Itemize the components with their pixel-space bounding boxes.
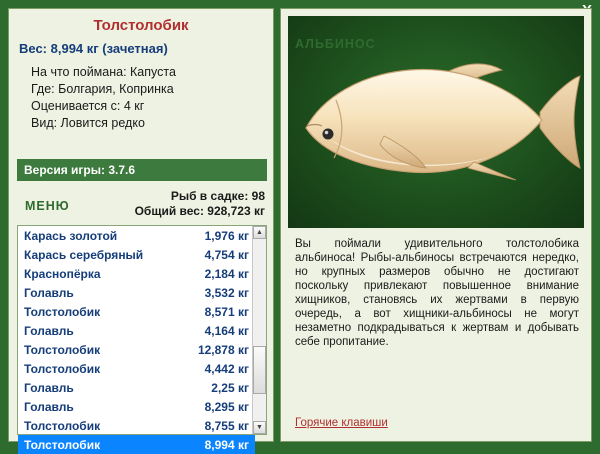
catch-weight: 12,878 кг xyxy=(197,342,249,357)
table-row[interactable] xyxy=(18,283,255,302)
scroll-up-button[interactable]: ▲ xyxy=(253,226,266,239)
catch-weight: 4,164 кг xyxy=(204,323,249,338)
table-row[interactable] xyxy=(18,435,255,454)
table-row[interactable] xyxy=(18,397,255,416)
scroll-thumb[interactable] xyxy=(253,346,266,394)
catch-weight: 2,184 кг xyxy=(204,266,249,281)
catch-name: Краснопёрка xyxy=(24,266,101,281)
catch-weight: 8,571 кг xyxy=(204,304,249,319)
fish-weight: Вес: 8,994 кг (зачетная) xyxy=(19,41,168,56)
table-row[interactable] xyxy=(18,321,255,340)
hotkeys-link[interactable]: Горячие клавиши xyxy=(295,417,388,429)
catch-name: Толстолобик xyxy=(18,435,163,454)
menu-row xyxy=(9,191,273,225)
catch-name: Голавль xyxy=(24,285,74,300)
albino-description: Вы поймали удивительного толстолобика альбиноса! Рыбы-альбиносы встречаются нередко, но крупных размеров обычно не достигают поскольку привлекают повышенное внимание хищников, становясь их жертвами в первую очередь, а вот хищники-альбиносы не могут незаметно подкрадываться к жертвам и добывать себе пропитание. xyxy=(295,238,579,348)
menu-button[interactable]: МЕНЮ xyxy=(25,199,70,213)
catch-weight: 4,754 кг xyxy=(204,247,249,262)
catch-weight: 8,295 кг xyxy=(204,399,249,414)
catch-detail-bait: На что поймана: Капуста xyxy=(31,65,176,79)
catch-weight: 8,994 кг xyxy=(163,435,255,454)
catch-details xyxy=(31,64,273,132)
catch-list[interactable] xyxy=(17,225,267,452)
game-version-bar: Версия игры: 3.7.6 xyxy=(17,159,267,181)
catch-name: Голавль xyxy=(24,380,74,395)
table-row[interactable] xyxy=(18,264,255,283)
table-row[interactable] xyxy=(18,378,255,397)
catch-name: Толстолобик xyxy=(24,418,101,433)
catch-name: Толстолобик xyxy=(24,304,101,319)
catch-list-scrollbar[interactable] xyxy=(252,226,266,434)
catch-weight: 2,25 кг xyxy=(211,380,249,395)
albino-badge: АЛЬБИНОС xyxy=(295,37,376,51)
catch-detail-min-weight: Оценивается с: 4 кг xyxy=(31,99,145,113)
catch-weight: 8,755 кг xyxy=(204,418,249,433)
catch-table xyxy=(18,226,255,454)
table-row[interactable] xyxy=(18,245,255,264)
table-row[interactable] xyxy=(18,416,255,435)
albino-panel xyxy=(280,8,592,442)
catch-detail-rarity: Вид: Ловится редко xyxy=(31,116,145,130)
table-row[interactable] xyxy=(18,302,255,321)
table-row[interactable] xyxy=(18,359,255,378)
total-weight: Общий вес: 928,723 кг xyxy=(134,204,265,218)
scroll-down-button[interactable]: ▼ xyxy=(253,421,266,434)
catch-name: Карась серебряный xyxy=(24,247,144,262)
catch-weight: 4,442 кг xyxy=(204,361,249,376)
table-row[interactable] xyxy=(18,226,255,245)
catch-info-panel xyxy=(8,8,274,452)
fish-title: Толстолобик xyxy=(93,17,189,34)
catch-detail-place: Где: Болгария, Копринка xyxy=(31,82,174,96)
catch-weight: 1,976 кг xyxy=(204,228,249,243)
table-row[interactable] xyxy=(18,340,255,359)
keepnet-stats xyxy=(135,189,265,219)
fish-count: Рыб в садке: 98 xyxy=(170,189,265,203)
catch-name: Толстолобик xyxy=(24,342,101,357)
catch-name: Голавль xyxy=(24,399,74,414)
catch-weight: 3,532 кг xyxy=(204,285,249,300)
catch-name: Толстолобик xyxy=(24,361,101,376)
catch-name: Карась золотой xyxy=(24,228,118,243)
catch-name: Голавль xyxy=(24,323,74,338)
